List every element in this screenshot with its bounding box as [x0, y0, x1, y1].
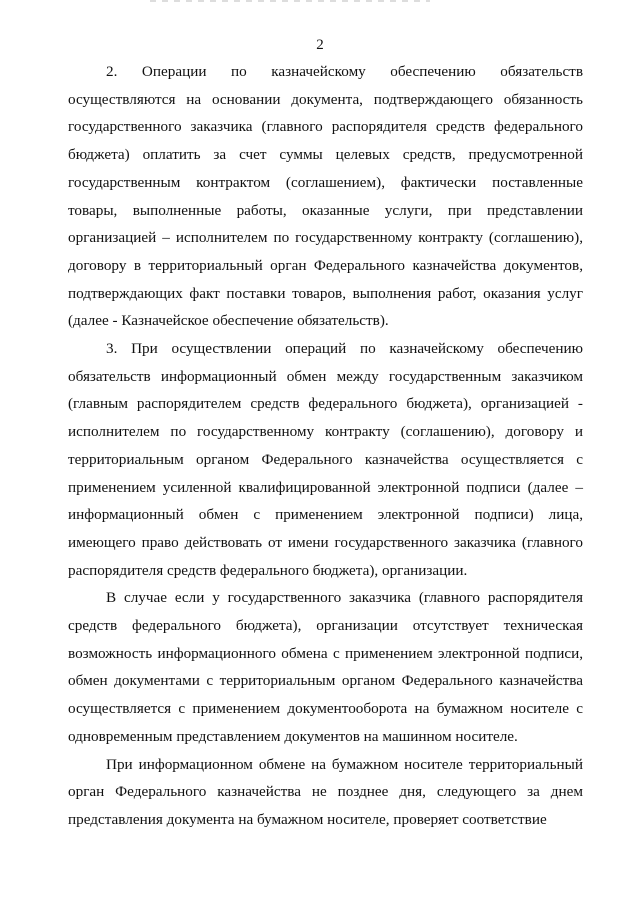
- paragraph-paper-exchange: При информационном обмене на бумажном носителе территориальный орган Федерального казначейства не позднее дня, следующего за днем представления документа на бумажном носителе, проверяет соответствие: [68, 755, 583, 828]
- paragraph-operations: 2. Операции по казначейскому обеспечению обязательств осуществляются на основании документа, подтверждающего обязанность государственного заказчика (главного распорядителя средств федерального бюджета) оплатить за счет суммы целевых средств, предусмотренной государственным контрактом (соглашением), фактически поставленные товары, выполненные работы, оказанные услуги, при представлении организацией – исполнителем по государственному контракту (соглашению), договору в территориальный орган Федерального казначейства документов, подтверждающих факт поставки товаров, выполнения работ, оказания услуг (далее - Казначейское обеспечение обязательств).: [68, 63, 583, 330]
- page-number: 2: [316, 37, 324, 53]
- paragraph-no-technical-capability: В случае если у государственного заказчика (главного распорядителя средств федерального бюджета), организации отсутствует техническая возможность информационного обмена с применением электронной подписи, обмен документами с территориальным органом Федерального казначейства осуществляется с применением документооборота на бумажном носителе с одновременным представлением документов на машинном носителе.: [68, 589, 583, 745]
- scan-artifact: [150, 0, 430, 2]
- document-body: [68, 58, 583, 834]
- paragraph-information-exchange: 3. При осуществлении операций по казначейскому обеспечению обязательств информационный обмен между государственным заказчиком (главным распорядителем средств федерального бюджета), организацией - исполнителем по государственному контракту (соглашению), договору и территориальным органом Федерального казначейства осуществляется с применением усиленной квалифицированной электронной подписи (далее – информационный обмен с применением электронной подписи) лица, имеющего право действовать от имени государственного заказчика (главного распорядителя средств федерального бюджета), организации.: [68, 340, 583, 579]
